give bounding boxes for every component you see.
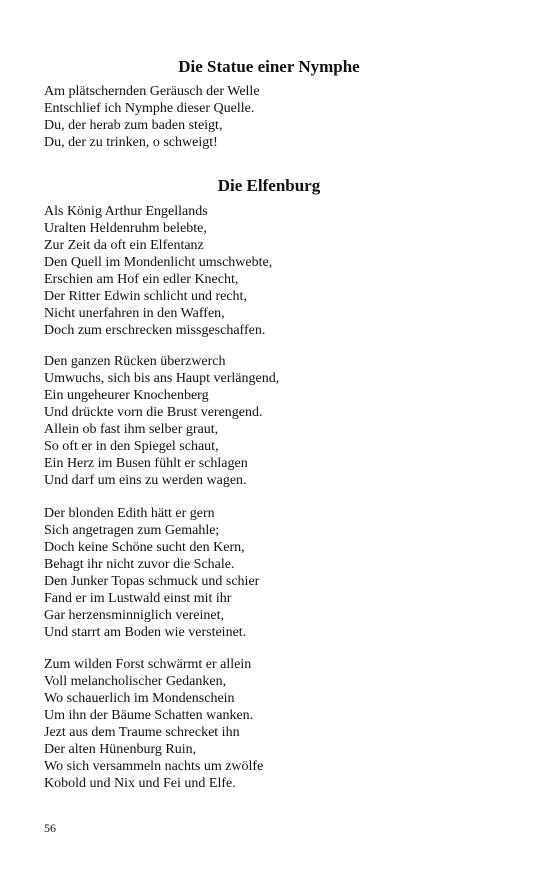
verse-line: Der blonden Edith hätt er gern bbox=[44, 506, 215, 521]
verse-line: Und darf um eins zu werden wagen. bbox=[44, 473, 247, 488]
verse-line: Du, der herab zum baden steigt, bbox=[44, 118, 223, 133]
verse-line: Behagt ihr nicht zuvor die Schale. bbox=[44, 557, 235, 572]
verse-line: Sich angetragen zum Gemahle; bbox=[44, 523, 220, 538]
stanza-elfenburg-4 bbox=[44, 656, 263, 792]
verse-line: Doch zum erschrecken missgeschaffen. bbox=[44, 323, 266, 338]
stanza-elfenburg-2 bbox=[44, 353, 279, 489]
verse-line: Allein ob fast ihm selber graut, bbox=[44, 422, 219, 437]
verse-line: Fand er im Lustwald einst mit ihr bbox=[44, 591, 232, 606]
verse-line: Voll melancholischer Gedanken, bbox=[44, 674, 227, 689]
verse-line: Gar herzensminniglich vereinet, bbox=[44, 608, 224, 623]
verse-line: Und drückte vorn die Brust verengend. bbox=[44, 405, 263, 420]
stanza-nymphe-1 bbox=[44, 83, 260, 151]
verse-line: Den Junker Topas schmuck und schier bbox=[44, 574, 260, 589]
verse-line: Jezt aus dem Traume schrecket ihn bbox=[44, 725, 240, 740]
verse-line: Kobold und Nix und Fei und Elfe. bbox=[44, 776, 236, 791]
verse-line: Und starrt am Boden wie versteinet. bbox=[44, 625, 247, 640]
verse-line: Den ganzen Rücken überzwerch bbox=[44, 354, 226, 369]
verse-line: Den Quell im Mondenlicht umschwebte, bbox=[44, 255, 273, 270]
verse-line: Nicht unerfahren in den Waffen, bbox=[44, 306, 225, 321]
verse-line: Erschien am Hof ein edler Knecht, bbox=[44, 272, 239, 287]
stanza-elfenburg-1 bbox=[44, 203, 272, 339]
verse-line: Zum wilden Forst schwärmt er allein bbox=[44, 657, 252, 672]
verse-line: Um ihn der Bäume Schatten wanken. bbox=[44, 708, 254, 723]
verse-line: Umwuchs, sich bis ans Haupt verlängend, bbox=[44, 371, 280, 386]
poem-title-elfenburg: Die Elfenburg bbox=[217, 176, 321, 195]
verse-line: Ein ungeheurer Knochenberg bbox=[44, 388, 209, 403]
verse-line: Der alten Hünenburg Ruin, bbox=[44, 742, 197, 757]
verse-line: Doch keine Schöne sucht den Kern, bbox=[44, 540, 245, 555]
verse-line: Du, der zu trinken, o schweigt! bbox=[44, 135, 218, 150]
stanza-elfenburg-3 bbox=[44, 505, 259, 641]
verse-line: Wo sich versammeln nachts um zwölfe bbox=[44, 759, 264, 774]
verse-line: Entschlief ich Nymphe dieser Quelle. bbox=[44, 101, 255, 116]
verse-line: Zur Zeit da oft ein Elfentanz bbox=[44, 238, 204, 253]
verse-line: Als König Arthur Engellands bbox=[44, 204, 208, 219]
verse-line: Wo schauerlich im Mondenschein bbox=[44, 691, 235, 706]
verse-line: Der Ritter Edwin schlicht und recht, bbox=[44, 289, 247, 304]
page-number: 56 bbox=[44, 821, 56, 835]
verse-line: So oft er in den Spiegel schaut, bbox=[44, 439, 219, 454]
poem-title-statue-nymphe: Die Statue einer Nymphe bbox=[178, 57, 360, 76]
verse-line: Ein Herz im Busen fühlt er schlagen bbox=[44, 456, 248, 471]
verse-line: Am plätschernden Geräusch der Welle bbox=[44, 84, 260, 99]
verse-line: Uralten Heldenruhm belebte, bbox=[44, 221, 207, 236]
